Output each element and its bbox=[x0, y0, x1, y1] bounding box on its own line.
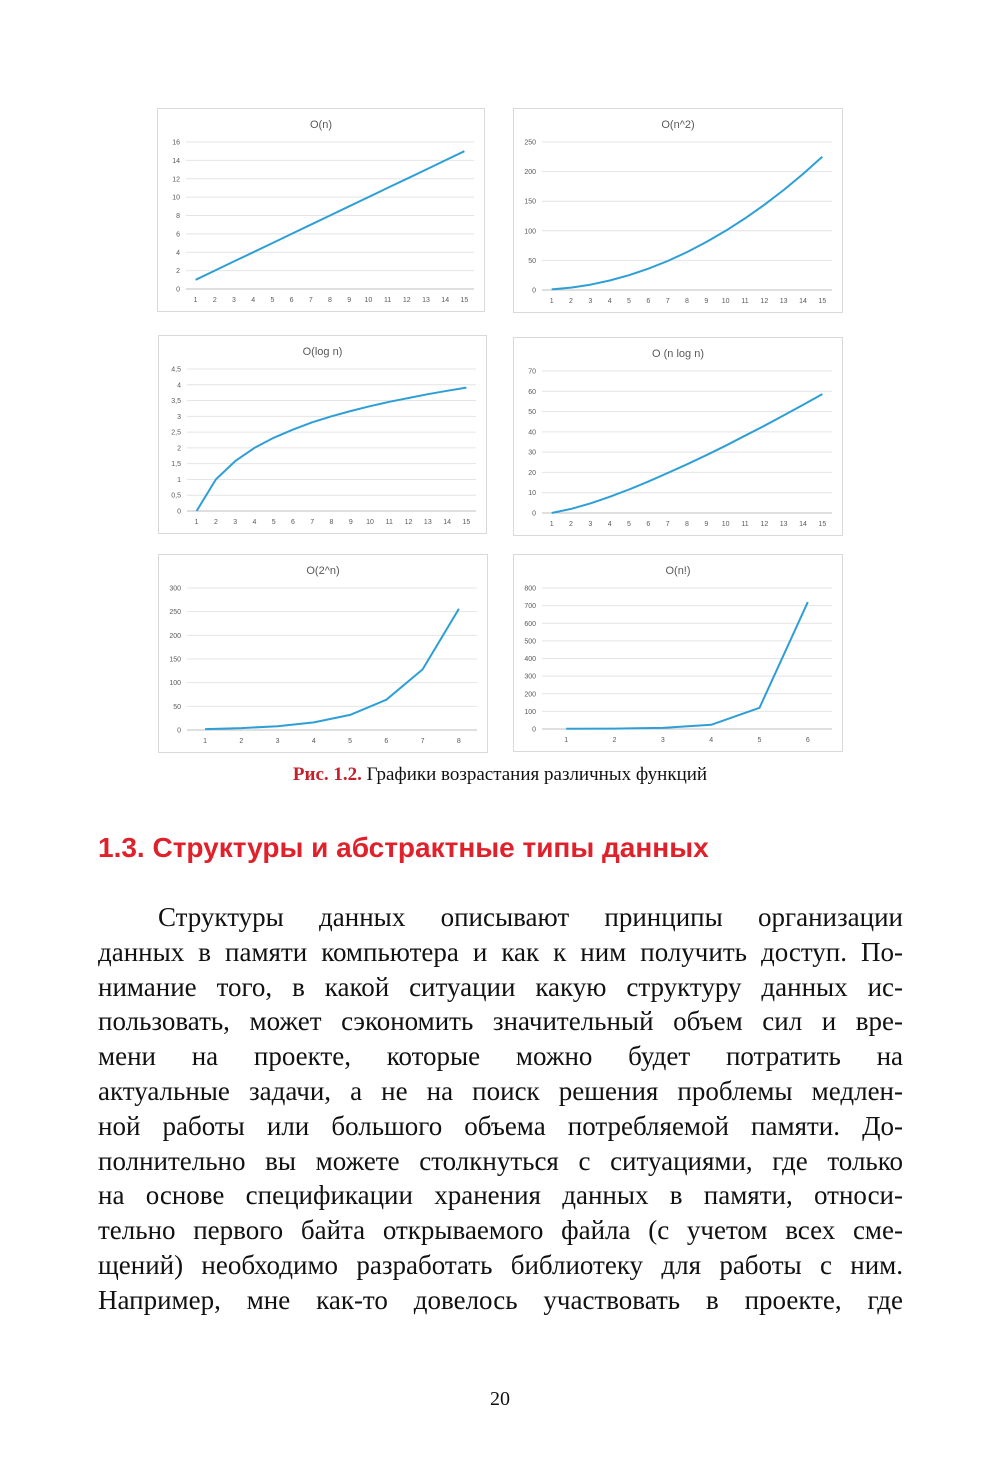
y-tick-label: 16 bbox=[172, 139, 180, 147]
y-tick-label: 4 bbox=[176, 249, 180, 257]
x-tick-label: 12 bbox=[760, 521, 769, 528]
x-tick-label: 3 bbox=[233, 519, 238, 526]
y-tick-label: 0 bbox=[177, 508, 181, 516]
y-tick-label: 12 bbox=[172, 176, 180, 184]
series-line bbox=[566, 602, 808, 729]
chart-o-n bbox=[157, 108, 485, 312]
y-tick-label: 0 bbox=[532, 510, 536, 518]
x-tick-label: 1 bbox=[194, 519, 199, 526]
x-tick-label: 2 bbox=[239, 738, 244, 745]
chart-title: O(log n) bbox=[302, 346, 343, 358]
y-tick-label: 400 bbox=[524, 656, 536, 663]
y-tick-label: 50 bbox=[528, 409, 536, 417]
x-tick-label: 9 bbox=[347, 297, 352, 304]
y-tick-label: 4 bbox=[177, 382, 181, 390]
y-tick-label: 150 bbox=[524, 198, 536, 206]
y-tick-label: 30 bbox=[528, 449, 536, 457]
y-tick-label: 200 bbox=[524, 169, 536, 177]
x-tick-label: 6 bbox=[646, 298, 651, 305]
y-tick-label: 14 bbox=[172, 157, 180, 165]
paragraph-line: щений) необходимо разработать библиотеку для работы с ним. bbox=[98, 1249, 903, 1280]
y-tick-label: 300 bbox=[524, 673, 536, 681]
body-paragraph bbox=[98, 900, 903, 1318]
chart-svg bbox=[514, 555, 842, 751]
x-tick-label: 10 bbox=[721, 521, 730, 528]
x-tick-label: 4 bbox=[251, 297, 256, 304]
y-tick-label: 300 bbox=[169, 585, 181, 593]
x-tick-label: 6 bbox=[805, 737, 810, 744]
x-tick-label: 1 bbox=[193, 297, 198, 304]
x-tick-label: 10 bbox=[366, 519, 374, 526]
paragraph-line: на основе спецификации хранения данных в памяти, относи- bbox=[98, 1180, 903, 1211]
x-tick-label: 7 bbox=[665, 521, 670, 528]
y-tick-label: 600 bbox=[524, 620, 536, 628]
y-tick-label: 800 bbox=[524, 585, 536, 593]
x-tick-label: 8 bbox=[685, 298, 689, 305]
x-tick-label: 13 bbox=[779, 298, 788, 305]
y-tick-label: 200 bbox=[169, 632, 181, 640]
chart-o-2-pow-n bbox=[158, 554, 488, 753]
x-tick-label: 9 bbox=[704, 521, 709, 528]
x-tick-label: 14 bbox=[799, 298, 807, 305]
x-tick-label: 5 bbox=[348, 738, 353, 745]
series-line bbox=[197, 388, 467, 511]
paragraph-line: Структуры данных описывают принципы организации bbox=[158, 902, 903, 932]
chart-title: O(n) bbox=[310, 119, 332, 131]
x-tick-label: 14 bbox=[799, 521, 807, 528]
x-tick-label: 5 bbox=[627, 298, 631, 305]
x-tick-label: 13 bbox=[779, 521, 788, 528]
x-tick-label: 1 bbox=[549, 298, 554, 305]
chart-title: O(n!) bbox=[665, 565, 691, 577]
x-tick-label: 7 bbox=[310, 519, 315, 526]
x-tick-label: 15 bbox=[818, 521, 827, 528]
y-tick-label: 0 bbox=[176, 286, 180, 294]
figure-label: Рис. 1.2. bbox=[292, 764, 362, 785]
x-tick-label: 8 bbox=[685, 521, 689, 528]
y-tick-label: 150 bbox=[169, 656, 181, 664]
y-tick-label: 50 bbox=[528, 257, 536, 265]
paragraph-line: актуальные задачи, а не на поиск решения проблемы медлен- bbox=[98, 1075, 903, 1106]
x-tick-label: 8 bbox=[328, 297, 332, 304]
x-tick-label: 4 bbox=[607, 298, 612, 305]
x-tick-label: 13 bbox=[423, 519, 432, 526]
y-tick-label: 0 bbox=[532, 287, 536, 295]
chart-svg bbox=[158, 109, 484, 311]
x-tick-label: 1 bbox=[203, 738, 208, 745]
x-tick-label: 11 bbox=[741, 521, 749, 528]
x-tick-label: 2 bbox=[612, 737, 617, 744]
figure-caption bbox=[0, 764, 1000, 786]
x-tick-label: 1 bbox=[549, 521, 554, 528]
chart-title: O (n log n) bbox=[652, 348, 704, 360]
y-tick-label: 3,5 bbox=[171, 398, 181, 406]
page-number: 20 bbox=[490, 1388, 510, 1410]
x-tick-label: 9 bbox=[348, 519, 353, 526]
chart-svg bbox=[514, 338, 842, 535]
y-tick-label: 50 bbox=[173, 703, 181, 711]
y-tick-label: 20 bbox=[528, 469, 536, 477]
y-tick-label: 200 bbox=[524, 691, 536, 699]
paragraph-line: Например, мне как-то довелось участвовать в проекте, где bbox=[98, 1284, 903, 1315]
x-tick-label: 3 bbox=[232, 297, 236, 304]
section-heading: 1.3. Структуры и абстрактные типы данных bbox=[98, 832, 709, 863]
y-tick-label: 100 bbox=[524, 708, 536, 716]
paragraph-line: ной работы или большого объема потребляемой памяти. До- bbox=[98, 1110, 903, 1141]
y-tick-label: 100 bbox=[524, 228, 536, 236]
x-tick-label: 6 bbox=[289, 297, 294, 304]
x-tick-label: 7 bbox=[665, 298, 670, 305]
x-tick-label: 2 bbox=[569, 298, 573, 305]
figure-caption-text: Графики возрастания различных функций bbox=[361, 764, 708, 785]
x-tick-label: 11 bbox=[383, 297, 392, 304]
x-tick-label: 11 bbox=[385, 519, 393, 526]
chart-title: O(n^2) bbox=[661, 119, 695, 131]
x-tick-label: 13 bbox=[422, 297, 430, 304]
y-tick-label: 2,5 bbox=[171, 429, 181, 437]
y-tick-label: 70 bbox=[528, 368, 536, 376]
chart-o-n-squared bbox=[513, 108, 843, 313]
x-tick-label: 3 bbox=[660, 737, 665, 744]
x-tick-label: 8 bbox=[329, 519, 334, 526]
y-tick-label: 3 bbox=[177, 413, 181, 421]
x-tick-label: 7 bbox=[420, 738, 425, 745]
x-tick-label: 12 bbox=[404, 519, 413, 526]
x-tick-label: 12 bbox=[760, 298, 769, 305]
x-tick-label: 5 bbox=[271, 519, 276, 526]
paragraph-line: тельно первого байта открываемого файла (с учетом всех сме- bbox=[98, 1215, 903, 1246]
paragraph-line: полнительно вы можете столкнуться с ситуациями, где только bbox=[98, 1145, 903, 1176]
y-tick-label: 1 bbox=[177, 476, 181, 484]
y-tick-label: 2 bbox=[176, 268, 180, 276]
paragraph-line: нимание того, в какой ситуации какую структуру данных ис- bbox=[98, 971, 903, 1002]
series-line bbox=[205, 609, 459, 729]
y-tick-label: 0 bbox=[532, 726, 536, 734]
x-tick-label: 9 bbox=[704, 298, 709, 305]
x-tick-label: 6 bbox=[291, 519, 295, 526]
chart-o-n-factorial bbox=[513, 554, 843, 752]
paragraph-line: мени на проекте, которые можно будет потратить на bbox=[98, 1041, 903, 1072]
chart-o-n-log-n bbox=[513, 337, 843, 536]
x-tick-label: 8 bbox=[456, 738, 461, 745]
y-tick-label: 250 bbox=[169, 609, 181, 617]
x-tick-label: 14 bbox=[441, 297, 450, 304]
x-tick-label: 11 bbox=[741, 298, 749, 305]
chart-svg bbox=[159, 336, 486, 533]
x-tick-label: 2 bbox=[213, 519, 218, 526]
x-tick-label: 2 bbox=[212, 297, 217, 304]
y-tick-label: 700 bbox=[524, 603, 536, 611]
y-tick-label: 2 bbox=[177, 445, 181, 453]
x-tick-label: 10 bbox=[721, 298, 730, 305]
x-tick-label: 14 bbox=[443, 519, 451, 526]
y-tick-label: 100 bbox=[169, 680, 181, 688]
chart-title: O(2^n) bbox=[306, 565, 340, 577]
x-tick-label: 4 bbox=[607, 521, 612, 528]
paragraph-line: данных в памяти компьютера и как к ним получить доступ. По- bbox=[98, 936, 903, 967]
x-tick-label: 7 bbox=[308, 297, 313, 304]
x-tick-label: 4 bbox=[709, 737, 714, 744]
x-tick-label: 3 bbox=[588, 298, 593, 305]
y-tick-label: 4,5 bbox=[171, 366, 181, 374]
chart-svg bbox=[159, 555, 487, 752]
x-tick-label: 15 bbox=[462, 519, 471, 526]
y-tick-label: 10 bbox=[172, 194, 180, 202]
y-tick-label: 1,5 bbox=[171, 461, 181, 469]
y-tick-label: 8 bbox=[176, 213, 180, 220]
x-tick-label: 5 bbox=[627, 521, 631, 528]
paragraph-line: пользовать, может сэкономить значительный объем сил и вре- bbox=[98, 1006, 903, 1037]
y-tick-label: 6 bbox=[176, 231, 180, 239]
x-tick-label: 15 bbox=[460, 297, 469, 304]
x-tick-label: 2 bbox=[569, 521, 573, 528]
x-tick-label: 5 bbox=[270, 297, 275, 304]
x-tick-label: 3 bbox=[275, 738, 280, 745]
x-tick-label: 3 bbox=[588, 521, 593, 528]
y-tick-label: 10 bbox=[528, 490, 536, 498]
x-tick-label: 1 bbox=[564, 737, 569, 744]
x-tick-label: 15 bbox=[818, 298, 827, 305]
chart-svg bbox=[514, 109, 842, 312]
y-tick-label: 40 bbox=[528, 429, 536, 437]
x-tick-label: 4 bbox=[252, 519, 257, 526]
y-tick-label: 500 bbox=[524, 638, 536, 646]
x-tick-label: 6 bbox=[646, 521, 651, 528]
chart-o-log-n bbox=[158, 335, 487, 534]
x-tick-label: 6 bbox=[384, 738, 389, 745]
x-tick-label: 12 bbox=[402, 297, 411, 304]
series-line bbox=[552, 157, 823, 290]
x-tick-label: 4 bbox=[311, 738, 316, 745]
y-tick-label: 0,5 bbox=[171, 492, 181, 500]
x-tick-label: 10 bbox=[364, 297, 373, 304]
x-tick-label: 5 bbox=[757, 737, 762, 744]
y-tick-label: 0 bbox=[177, 727, 181, 735]
y-tick-label: 250 bbox=[524, 139, 536, 147]
y-tick-label: 60 bbox=[528, 388, 536, 396]
